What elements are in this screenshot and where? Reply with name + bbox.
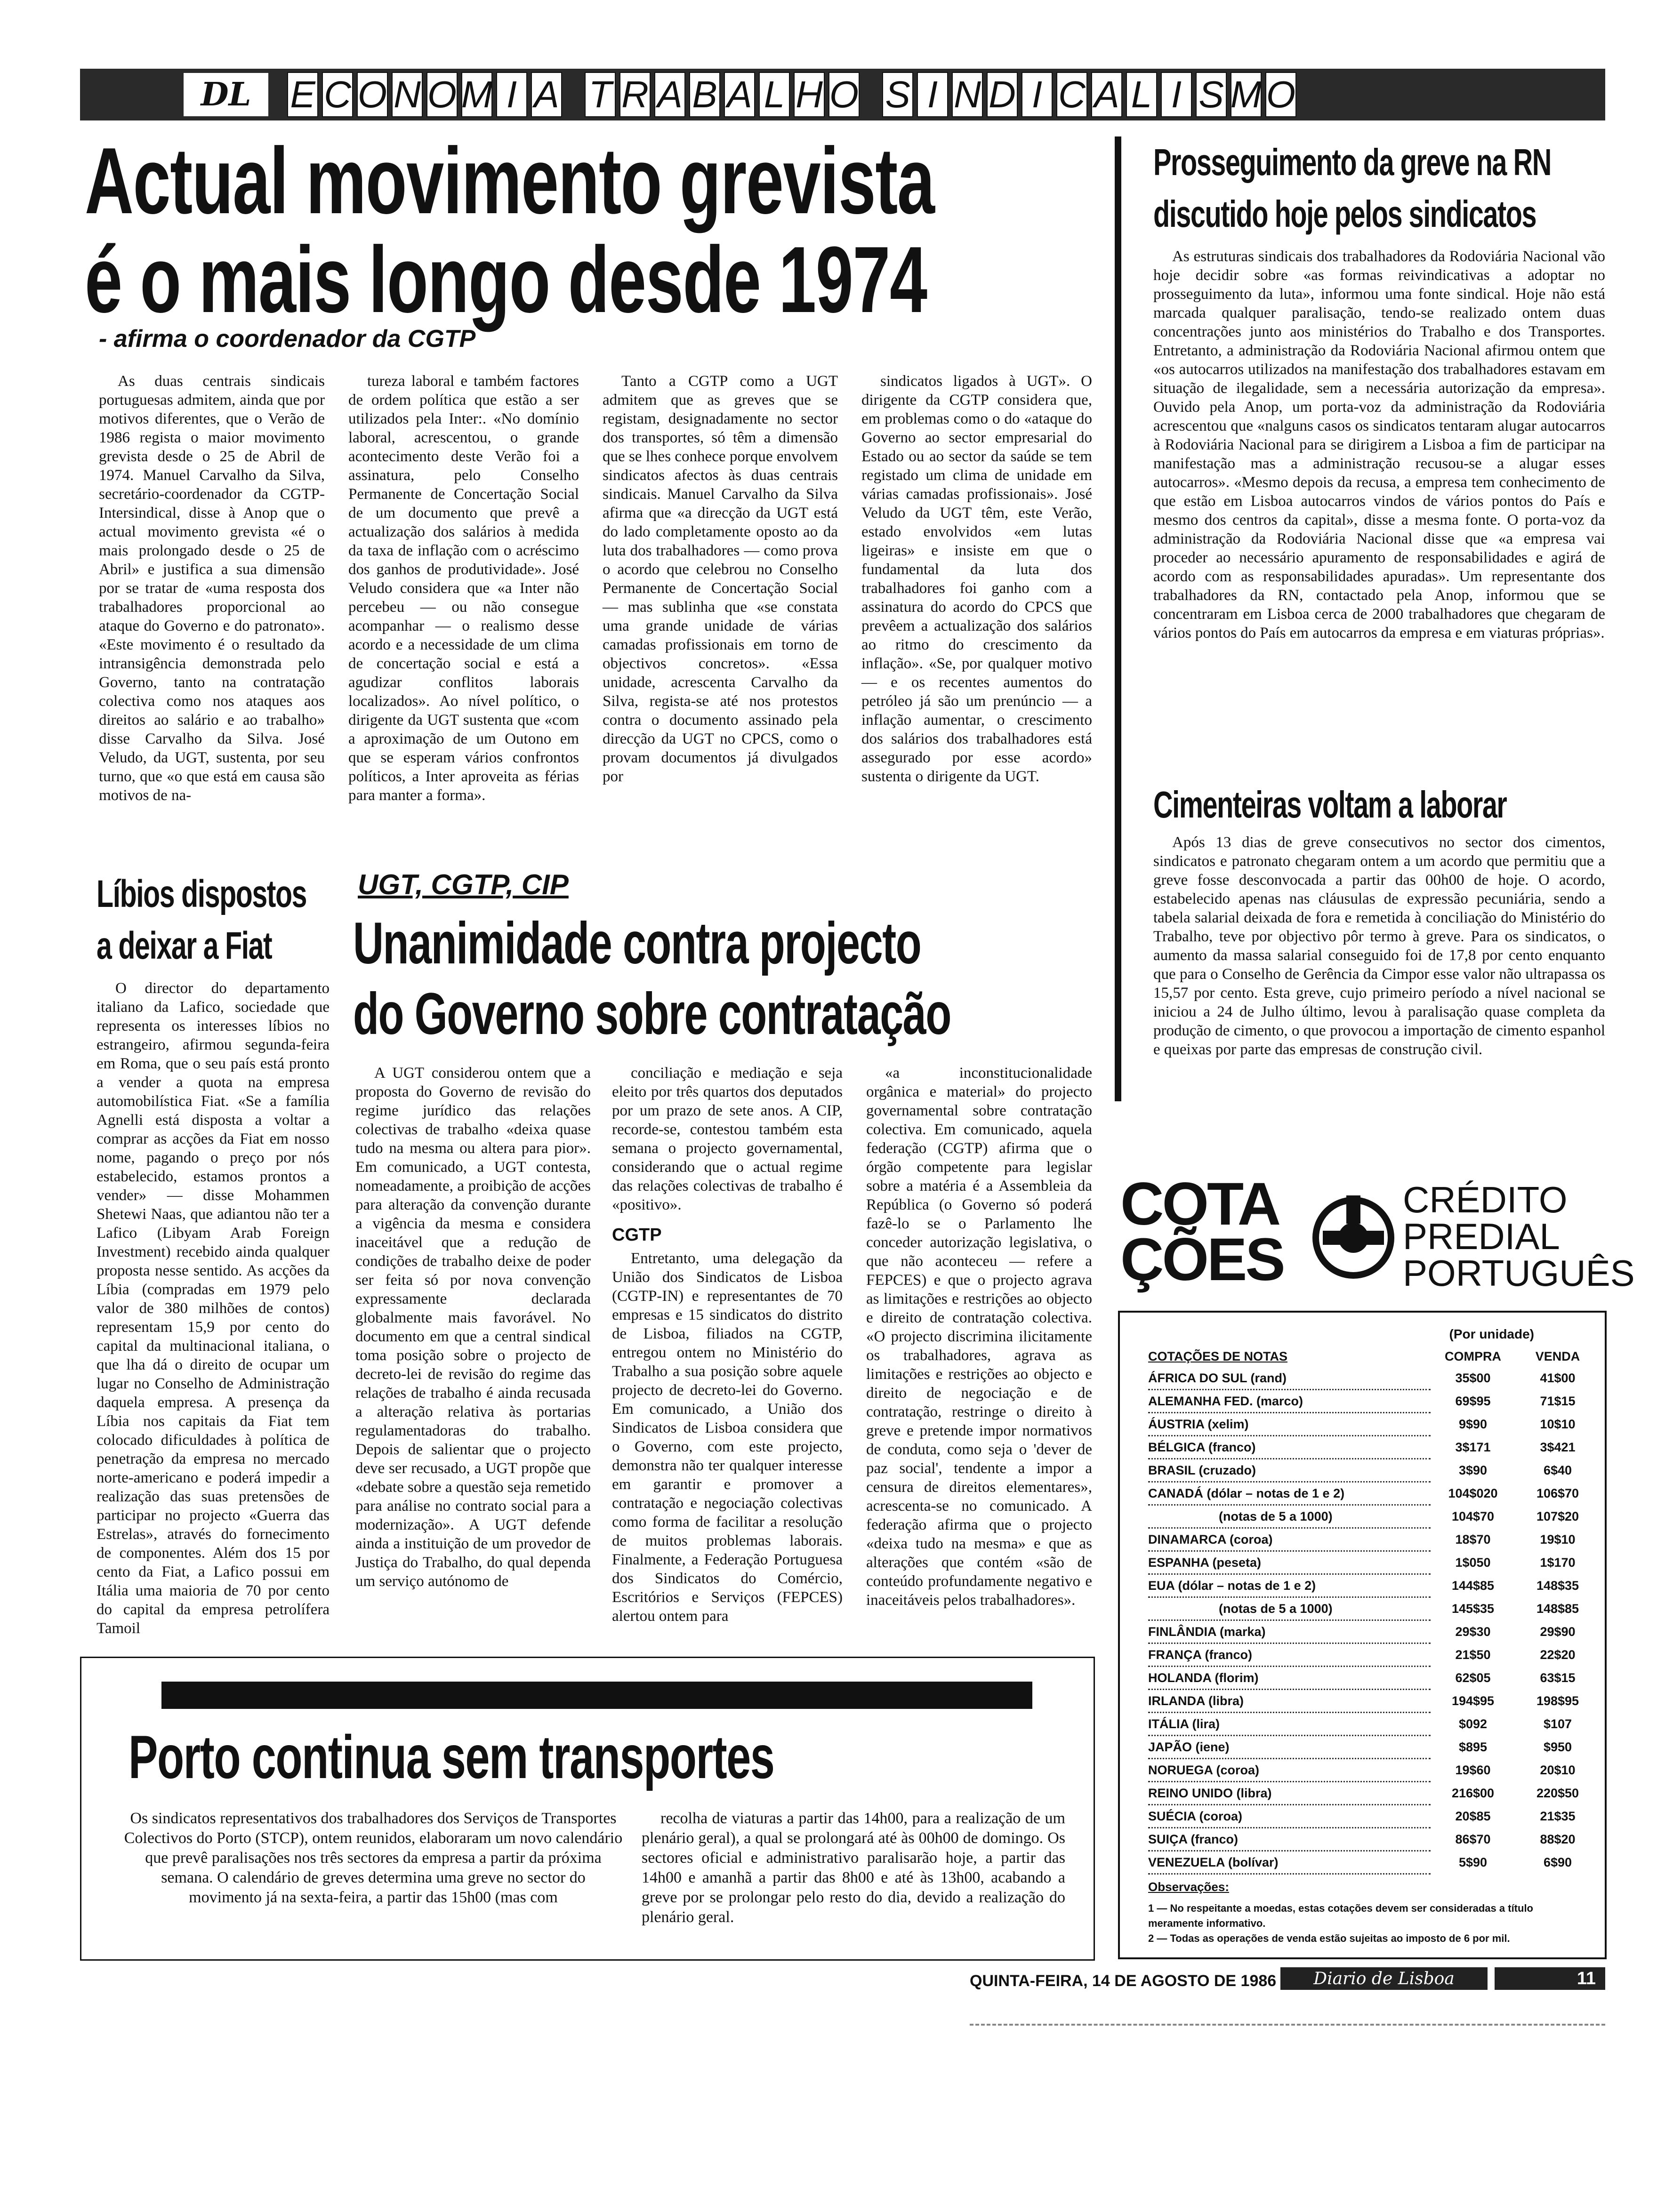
footer-date: QUINTA-FEIRA, 14 DE AGOSTO DE 1986 bbox=[970, 1972, 1277, 1990]
rate-currency: FRANÇA (franco) bbox=[1148, 1643, 1431, 1667]
rate-buy: 62$05 bbox=[1455, 1670, 1491, 1685]
right-column-rule bbox=[1115, 136, 1121, 1101]
rate-buy: 104$70 bbox=[1451, 1509, 1495, 1523]
section-letter: O bbox=[828, 72, 860, 117]
rate-sell: 22$20 bbox=[1540, 1647, 1576, 1662]
main-article-col3: Tanto a CGTP como a UGT admitem que as greves que se registam, designadamente no sector dos transportes, só têm a dimensão que se lhes conhece porque envolvem sindicatos afectos às duas centrais sindicais. Manuel Carvalho da Silva afirma que «a direcção da UGT está do lado completamente oposto ao da luta dos trabalhadores — como prova o acordo que celebrou no Conselho Permanente de Concertação Social — mas sublinha que «se constata uma grande unidade de várias camadas profissionais em torno de objectivos concretos». «Essa unidade, acrescenta Carvalho da Silva, regista-se até nos protestos contra o documento assinado pela direcção da UGT no CPCS, como o provam documentos já divulgados por bbox=[603, 373, 838, 785]
cement-headline: Cimenteiras voltam a laborar bbox=[1153, 784, 1507, 825]
rate-sell: 220$50 bbox=[1536, 1786, 1579, 1800]
rate-currency: SUIÇA (franco) bbox=[1148, 1828, 1431, 1851]
section-letter: M bbox=[1231, 72, 1262, 117]
rates-row bbox=[1148, 1436, 1600, 1459]
rate-sell: 19$10 bbox=[1540, 1532, 1576, 1547]
ugt-article-col1: A UGT considerou ontem que a proposta do Governo de revisão do regime jurídico das relações colectivas de trabalho «deixa quase tudo na mesma ou altera para pior». Em comunicado, a UGT contesta, nomeadamente, a proibição de acções para alteração da convenção durante a vigência da mesma e considera inaceitável que a redução de condições de trabalho deixe de poder ser feita só por nova convenção expressamente declarada globalmente mais favorável. No documento em que a central sindical toma posição sobre o projecto de decreto-lei de revisão do regime das relações de trabalho é ainda recusada a alteração relativa às portarias regulamentadoras do trabalho. Depois de salientar que o projecto deve ser recusado, a UGT propõe que «debate sobre a questão seja remetido para análise no contrato social para a modernização». A UGT defende ainda a instituição de um provedor de Justiça do Trabalho, do qual dependa um serviço autónomo de bbox=[355, 1065, 591, 1590]
rates-row bbox=[1148, 1828, 1600, 1851]
footer-masthead: Diario de Lisboa bbox=[1280, 1967, 1488, 1990]
rn-headline-line2: discutido hoje pelos sindicatos bbox=[1153, 193, 1536, 235]
rate-currency: (notas de 5 a 1000) bbox=[1148, 1505, 1431, 1528]
rate-currency: ÁUSTRIA (xelim) bbox=[1148, 1413, 1431, 1436]
libios-headline bbox=[97, 868, 306, 972]
rate-buy: 5$90 bbox=[1458, 1855, 1488, 1869]
rates-row bbox=[1148, 1851, 1600, 1874]
rate-buy: 3$90 bbox=[1458, 1463, 1488, 1477]
rate-buy: 194$95 bbox=[1451, 1693, 1495, 1708]
main-article-col4: sindicatos ligados à UGT». O dirigente da CGTP considera que, em problemas como o do «ataque do Governo ao sector empresarial do Estado ou ao sector da saúde se tem registado um clima de unidade em várias camadas profissionais». José Veludo da UGT têm, este Verão, estado envolvidos «em lutas ligeiras» e insiste em que o fundamental da luta dos trabalhadores foi ganho com a assinatura do acordo do CPCS que prevêem a actualização dos salários ao ritmo do crescimento da inflação». «Se, por qualquer motivo — e os recentes aumentos do petróleo já são um prenúncio — a inflação aumentar, o crescimento dos salários dos trabalhadores está assegurado por esse acordo» sustenta o dirigente da UGT. bbox=[861, 373, 1092, 785]
porto-bar bbox=[161, 1682, 1032, 1709]
rate-buy: 35$00 bbox=[1455, 1371, 1491, 1386]
section-letter: M bbox=[461, 72, 492, 117]
cotacoes-logo-block bbox=[1120, 1170, 1635, 1304]
porto-headline: Porto continua sem transportes bbox=[129, 1723, 774, 1791]
rate-buy: 1$050 bbox=[1455, 1555, 1491, 1570]
rate-buy: 144$85 bbox=[1451, 1578, 1495, 1593]
section-letter: I bbox=[917, 72, 948, 117]
section-header bbox=[80, 69, 1605, 120]
cgtp-subhead: CGTP bbox=[612, 1225, 662, 1245]
rate-sell: 6$90 bbox=[1543, 1855, 1572, 1869]
section-letter: T bbox=[585, 72, 616, 117]
ugt-headline-line1: Unanimidade contra projecto bbox=[353, 911, 921, 976]
ugt-article-col2: conciliação e mediação e seja eleito por três quartos dos deputados por um prazo de sete anos. A CIP, recorde-se, contestou também esta semana o projecto governamental, considerando que o actual regime das relações colectivas de trabalho é «positivo». CGTP Entretanto, uma delegação da União dos Sindicatos de Lisboa (CGTP-IN) e representantes de 70 empresas e 15 sindicatos do distrito de Lisboa, filiados na CGTP, entregou ontem no Ministério do Trabalho a sua posição sobre aquele projecto de decreto-lei do Governo. Em comunicado, a União dos Sindicatos de Lisboa considera que o Governo, com este projecto, demonstra não ter qualquer interesse em garantir e promover a contratação e negociação colectivas como forma de facilitar a resolução de muitos problemas laborais. Finalmente, a Federação Portuguesa dos Sindicatos do Comércio, Escritórios e Serviços (FEPCES) alertou ontem para bbox=[612, 1065, 843, 1625]
rate-buy: 9$90 bbox=[1458, 1417, 1488, 1431]
rates-row bbox=[1148, 1597, 1600, 1620]
main-headline-line1: Actual movimento grevista bbox=[85, 128, 934, 233]
section-letter: H bbox=[794, 72, 825, 117]
section-letter: L bbox=[759, 72, 790, 117]
ugt-headline bbox=[353, 908, 951, 1050]
rates-header-label: COTAÇÕES DE NOTAS bbox=[1148, 1349, 1288, 1363]
rates-row bbox=[1148, 1413, 1600, 1436]
rate-currency: NORUEGA (coroa) bbox=[1148, 1759, 1431, 1782]
section-letter: O bbox=[426, 72, 458, 117]
rate-sell: 63$15 bbox=[1540, 1670, 1576, 1685]
section-letter: S bbox=[882, 72, 913, 117]
rate-currency: ÁFRICA DO SUL (rand) bbox=[1148, 1367, 1431, 1390]
section-letter: C bbox=[322, 72, 353, 117]
rates-row bbox=[1148, 1620, 1600, 1643]
section-letter: E bbox=[287, 72, 318, 117]
rate-sell: 198$95 bbox=[1536, 1693, 1579, 1708]
rate-buy: 19$60 bbox=[1455, 1763, 1491, 1777]
rate-sell: 29$90 bbox=[1540, 1624, 1576, 1639]
rate-buy: 69$95 bbox=[1455, 1394, 1491, 1408]
notes-title: Observações: bbox=[1148, 1880, 1229, 1894]
rate-currency: IRLANDA (libra) bbox=[1148, 1690, 1431, 1713]
rate-sell: 107$20 bbox=[1536, 1509, 1579, 1523]
rate-sell: 41$00 bbox=[1540, 1371, 1576, 1386]
bank-name-line1: CRÉDITO bbox=[1403, 1179, 1568, 1220]
section-letter: I bbox=[1022, 72, 1053, 117]
rates-header-buy: COMPRA bbox=[1445, 1349, 1501, 1363]
rate-sell: 10$10 bbox=[1540, 1417, 1576, 1431]
notes-body bbox=[1148, 1901, 1591, 1946]
rate-sell: 106$70 bbox=[1536, 1486, 1579, 1500]
rates-row bbox=[1148, 1459, 1600, 1482]
note-2: 2 — Todas as operações de venda estão sujeitas ao imposto de 6 por mil. bbox=[1148, 1932, 1510, 1944]
section-word bbox=[585, 72, 863, 117]
rate-buy: 145$35 bbox=[1451, 1601, 1495, 1616]
rate-buy: 20$85 bbox=[1455, 1809, 1491, 1823]
rate-currency: CANADÁ (dólar – notas de 1 e 2) bbox=[1148, 1482, 1431, 1505]
rate-sell: 71$15 bbox=[1540, 1394, 1576, 1408]
rate-buy: 21$50 bbox=[1455, 1647, 1491, 1662]
rate-currency: DINAMARCA (coroa) bbox=[1148, 1528, 1431, 1551]
rate-sell: 148$35 bbox=[1536, 1578, 1579, 1593]
rates-row bbox=[1148, 1643, 1600, 1667]
ugt-kicker: UGT, CGTP, CIP bbox=[358, 869, 569, 900]
rate-currency: JAPÃO (iene) bbox=[1148, 1736, 1431, 1759]
libios-article-body: O director do departamento italiano da Lafico, sociedade que representa os interesses líbios no estrangeiro, afirmou segunda-feira em Roma, que o seu país está pronto a vender a quota na empresa automobilística Fiat. «Se a família Agnelli está disposta a voltar a comprar as acções da Fiat em nosso nome, pagando o preço por nós estabelecido, estamos prontos a vender» — disse Mohammen Shetewi Naas, que adiantou não ter a Lafico (Libyam Arab Foreign Investment) recebido ainda qualquer proposta nesse sentido. As acções da Líbia (compradas em 1979 pelo valor de 380 milhões de contos) representam 15,9 por cento do capital da multinacional italiana, o que lha dá o direito de ocupar um lugar no Conselho de Administração daquela empresa. A presença da Líbia nos capitais da Fiat tem colocado dificuldades à política de penetração da empresa no mercado norte-americano e poderá impedir a realização das suas pretensões de participar no projecto «Guerra das Estrelas», através do fornecimento de componentes. Além dos 15 por cento da Fiat, a Lafico possui em Itália uma maioria de 70 por cento do capital da empresa petrolífera Tamoil bbox=[97, 980, 330, 1637]
libios-headline-line2: a deixar a Fiat bbox=[97, 924, 272, 967]
rate-buy: 29$30 bbox=[1455, 1624, 1491, 1639]
rate-buy: 104$020 bbox=[1448, 1486, 1498, 1500]
bank-emblem-icon bbox=[1309, 1186, 1398, 1285]
main-article-col2: tureza laboral e também factores de ordem política que estão a ser utilizados pela Inter:. «No domínio laboral, acrescentou, o grande acontecimento deste Verão foi a assinatura, pelo Conselho Permanente de Concertação Social de um documento que prevê a actualização dos salários à medida da taxa de inflação com o acréscimo dos ganhos de produtividade». José Veludo considera que «a Inter não percebeu — ou não consegue acompanhar — o realismo desse acordo e a necessidade de um clima de concertação social e está a agudizar conflitos laborais localizados». Ao nível político, o dirigente da UGT sustenta que «com a aproximação de um Outono em que se esperam vários confrontos políticos, a Inter aproveita as férias para manter a forma». bbox=[348, 373, 579, 804]
cement-article-body: Após 13 dias de greve consecutivos no sector dos cimentos, sindicatos e patronato chegaram ontem a um acordo que permitiu que a greve fosse desconvocada a partir das 00h00 de hoje. O acordo, estabelecido apenas nas cláusulas de expressão pecuniária, sendo a tabela salarial deixada de fora e remetida à conciliação do Ministério do Trabalho, teve por objectivo pôr termo à greve. Para os sindicatos, o aumento da massa salarial conseguido foi de 17,8 por cento enquanto que para o Conselho de Gerência da Cimpor esse valor não ultrapassa os 15,57 por cento. Esta greve, cujo primeiro período a nível nacional se iniciou a 24 de Julho último, levou à paralisação quase completa da produção de cimento, o que provocou a importação de cimento espanhol e queixas por parte das empresas de construção civil. bbox=[1153, 834, 1605, 1058]
section-letter: N bbox=[952, 72, 983, 117]
ugt-headline-line2: do Governo sobre contratação bbox=[353, 981, 951, 1047]
rate-buy: 3$171 bbox=[1455, 1440, 1491, 1454]
section-letter: N bbox=[392, 72, 423, 117]
rates-row bbox=[1148, 1390, 1600, 1413]
rate-buy: $092 bbox=[1458, 1716, 1488, 1731]
rates-row bbox=[1148, 1528, 1600, 1551]
section-logo: DL bbox=[184, 73, 268, 116]
cotacoes-table-box bbox=[1118, 1311, 1607, 1959]
rate-currency: VENEZUELA (bolívar) bbox=[1148, 1851, 1431, 1874]
rate-currency: BÉLGICA (franco) bbox=[1148, 1436, 1431, 1459]
ugt-article-col3: «a inconstitucionalidade orgânica e material» do projecto governamental sobre contratação colectiva. Em comunicado, aquela federação (CGTP) afirma que o órgão competente para legislar sobre a matéria é a Assembleia da República (o Governo só poderá fazê-lo se o Parlamento lhe conceder autorização legislativa, o que não aconteceu — refere a FEPCES) e que o projecto agrava as limitações e restrições ao objecto e direito de contratação colectiva. «O projecto discrimina ilicitamente os trabalhadores, agrava as limitações e restrições ao objecto e direito de negociação e de contratação, restringe o direito à greve e pretende impor normativos de conduta, como seja o 'dever de paz social', tendente a impor a censura de direitos elementares», acrescenta-se no comunicado. A federação afirma que o projecto «deixa tudo na mesma» e que as alterações que contém «são de conteúdo profundamente negativo e inaceitáveis pelos trabalhadores». bbox=[866, 1065, 1092, 1609]
rate-sell: 6$40 bbox=[1543, 1463, 1572, 1477]
section-letter: I bbox=[1161, 72, 1192, 117]
rates-table bbox=[1148, 1346, 1600, 1875]
rate-currency: FINLÂNDIA (marka) bbox=[1148, 1620, 1431, 1643]
section-letter: I bbox=[496, 72, 527, 117]
rates-row bbox=[1148, 1690, 1600, 1713]
section-word bbox=[882, 72, 1300, 117]
rate-sell: 20$10 bbox=[1540, 1763, 1576, 1777]
bank-name-line3: PORTUGUÊS bbox=[1403, 1252, 1635, 1294]
rate-currency: REINO UNIDO (libra) bbox=[1148, 1782, 1431, 1805]
rate-currency: HOLANDA (florim) bbox=[1148, 1667, 1431, 1690]
section-letter: A bbox=[724, 72, 755, 117]
rates-row bbox=[1148, 1736, 1600, 1759]
rn-article-body: As estruturas sindicais dos trabalhadores da Rodoviária Nacional vão hoje decidir sobre «as formas reivindicativas a adoptar no prosseguimento da luta», informou uma fonte sindical. Hoje não está marcada qualquer paralisação, tendo-se realizado ontem duas concentrações junto aos ministérios do Trabalho e dos Transportes. Entretanto, a administração da Rodoviária Nacional afirmou ontem que «os autocarros utilizados na manifestação dos trabalhadores estavam em situação de ilegalidade, sem a necessária autorização da empresa». Ouvido pela Anop, um porta-voz da administração da Rodoviária acrescentou que «nalguns casos os sindicatos tentaram alugar autocarros à Rodoviária Nacional para se dirigirem a Lisboa a fim de participar na manifestação mas a administração recusou-se a alugar esses autocarros». «Mesmo depois da recusa, a empresa tem conhecimento de que estão em Lisboa autocarros vindos de vários pontos do País e mesmo dos centros da capital», disse a mesma fonte. O porta-voz da administração da Rodoviária Nacional disse que «a empresa vai proceder ao necessário apuramento de responsabilidades e agirá de acordo com as responsabilidades apuradas». Um representante dos trabalhadores da RN, contactado pela Anop, informou que se concentraram em Lisboa cerca de 2000 trabalhadores que chegaram de vários pontos do País em autocarros da empresa e em viaturas próprias». bbox=[1153, 248, 1605, 641]
footer-page-number: 11 bbox=[1495, 1967, 1605, 1990]
rate-sell: 148$85 bbox=[1536, 1601, 1579, 1616]
per-unit-label: (Por unidade) bbox=[1449, 1327, 1534, 1341]
rn-headline bbox=[1153, 136, 1551, 240]
section-letter: R bbox=[619, 72, 651, 117]
section-letter: A bbox=[1091, 72, 1122, 117]
section-word bbox=[287, 72, 566, 117]
main-headline bbox=[85, 128, 934, 332]
main-headline-line2: é o mais longo desde 1974 bbox=[85, 227, 927, 332]
rates-row bbox=[1148, 1574, 1600, 1597]
rate-buy: $895 bbox=[1458, 1739, 1488, 1754]
rates-header-row bbox=[1148, 1346, 1600, 1367]
rates-row bbox=[1148, 1759, 1600, 1782]
rate-buy: 216$00 bbox=[1451, 1786, 1495, 1800]
rate-sell: $950 bbox=[1543, 1739, 1572, 1754]
rates-row bbox=[1148, 1551, 1600, 1574]
libios-headline-line1: Líbios dispostos bbox=[97, 873, 307, 915]
section-letter: S bbox=[1196, 72, 1227, 117]
cotacoes-title-line2: ÇÕES bbox=[1120, 1226, 1284, 1293]
rate-currency: SUÉCIA (coroa) bbox=[1148, 1805, 1431, 1828]
rates-row bbox=[1148, 1482, 1600, 1505]
footer-rule bbox=[970, 2024, 1605, 2028]
rn-headline-line1: Prosseguimento da greve na RN bbox=[1153, 141, 1551, 183]
section-letter: A bbox=[531, 72, 562, 117]
section-letter: D bbox=[987, 72, 1018, 117]
section-letter: L bbox=[1126, 72, 1157, 117]
rate-currency: EUA (dólar – notas de 1 e 2) bbox=[1148, 1574, 1431, 1597]
section-letter: B bbox=[689, 72, 720, 117]
rate-sell: 21$35 bbox=[1540, 1809, 1576, 1823]
rates-header-sell: VENDA bbox=[1535, 1349, 1580, 1363]
rate-currency: ITÁLIA (lira) bbox=[1148, 1713, 1431, 1736]
rate-buy: 86$70 bbox=[1455, 1832, 1491, 1846]
section-letter: A bbox=[654, 72, 685, 117]
porto-col1: Os sindicatos representativos dos trabalhadores dos Serviços de Transportes Colectivos do Porto (STCP), ontem reunidos, elaboraram um novo calendário que prevê paralisações nos três sectores da empresa a partir da próxima semana. O calendário de greves determina uma greve no sector do movimento já na sexta-feira, a partir das 15h00 (mas com bbox=[124, 1810, 623, 1906]
section-letter: O bbox=[357, 72, 388, 117]
rates-row bbox=[1148, 1782, 1600, 1805]
rates-row bbox=[1148, 1505, 1600, 1528]
rates-row bbox=[1148, 1805, 1600, 1828]
section-letter: O bbox=[1265, 72, 1296, 117]
rate-currency: (notas de 5 a 1000) bbox=[1148, 1597, 1431, 1620]
rate-currency: ALEMANHA FED. (marco) bbox=[1148, 1390, 1431, 1413]
rate-sell: 1$170 bbox=[1540, 1555, 1576, 1570]
note-1: 1 — No respeitante a moedas, estas cotações devem ser consideradas a título meramente informativo. bbox=[1148, 1902, 1533, 1929]
porto-box bbox=[80, 1657, 1095, 1961]
porto-col2: recolha de viaturas a partir das 14h00, para a realização de um plenário geral), a qual se prolongará até às 00h00 de domingo. Os sectores oficial e administrativo paralisarão hoje, a partir das 14h00 e amanhã a partir das 8h00 e até às 13h00, acabando a greve por se prolongar pelo resto do dia, devido a realização do plenário geral. bbox=[642, 1810, 1065, 1926]
rates-row bbox=[1148, 1713, 1600, 1736]
cotacoes-title-line1: COTA bbox=[1120, 1170, 1279, 1238]
rate-sell: 3$421 bbox=[1540, 1440, 1576, 1454]
rate-currency: ESPANHA (peseta) bbox=[1148, 1551, 1431, 1574]
bank-name-line2: PREDIAL bbox=[1403, 1216, 1560, 1257]
rates-row bbox=[1148, 1367, 1600, 1390]
main-article-col1: As duas centrais sindicais portuguesas admitem, ainda que por motivos diferentes, que o Verão de 1986 regista o maior movimento grevista desde o 25 de Abril de 1974. Manuel Carvalho da Silva, secretário-coordenador da CGTP-Intersindical, disse à Anop que o actual movimento grevista «é o mais prolongado desde o 25 de Abril» e justifica a sua dimensão por se tratar de «uma resposta dos trabalhadores proporcional ao ataque do Governo e do patronato». «Este movimento é o resultado da intransigência demonstrada pelo Governo, tanto na contratação colectiva como nos ataques aos direitos ao salário e ao trabalho» disse Carvalho da Silva. José Veludo, da UGT, sustenta, por seu turno, que «o que está em causa são motivos de na- bbox=[99, 373, 325, 804]
rates-row bbox=[1148, 1667, 1600, 1690]
rate-buy: 18$70 bbox=[1455, 1532, 1491, 1547]
section-letter: C bbox=[1056, 72, 1087, 117]
rate-currency: BRASIL (cruzado) bbox=[1148, 1459, 1431, 1482]
main-subtitle: - afirma o coordenador da CGTP bbox=[99, 325, 476, 353]
rate-sell: $107 bbox=[1543, 1716, 1572, 1731]
rate-sell: 88$20 bbox=[1540, 1832, 1576, 1846]
cotacoes-title bbox=[1120, 1170, 1284, 1293]
section-words bbox=[287, 72, 1300, 117]
bank-name bbox=[1403, 1179, 1635, 1294]
